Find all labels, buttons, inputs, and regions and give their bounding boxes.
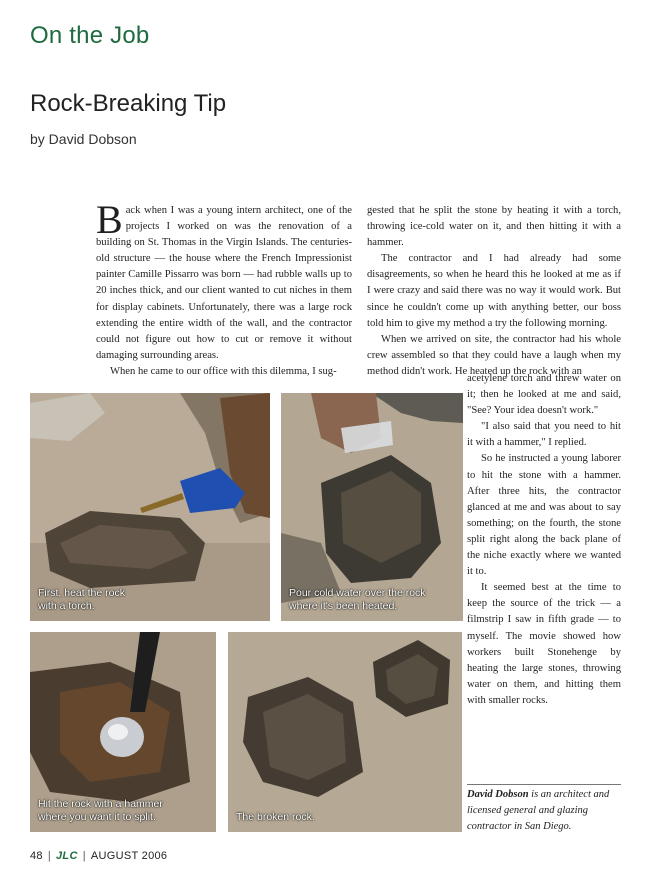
magazine-name: JLC [56, 850, 78, 862]
footer-separator: | [47, 850, 52, 862]
paragraph: acetylene torch and threw water on it; then he looked at me and said, "See? Your idea doesn't work." [467, 373, 621, 417]
byline: by David Dobson [30, 131, 137, 147]
author-name: David Dobson [467, 789, 529, 800]
paragraph: So he instructed a young laborer to hit the stone with a hammer. After three hits, the contractor glanced at me and was about to say something; on the fourth, the stone split right along the back plane of the niche exactly where we wanted it to. [467, 453, 621, 578]
photo-caption: First, heat the rock with a torch. [38, 587, 125, 612]
photo-caption: Pour cold water over the rock where it's been heated. [289, 587, 426, 612]
issue-date: AUGUST 2006 [90, 850, 168, 862]
page-footer [30, 850, 167, 862]
article-column-1 [96, 197, 352, 380]
photo-caption: Hit the rock with a hammer where you want it to split. [38, 798, 163, 823]
article-title: Rock-Breaking Tip [30, 90, 227, 117]
footer-separator: | [82, 850, 86, 862]
article-column-3 [467, 371, 621, 709]
paragraph: When he came to our office with this dilemma, I sug- [110, 365, 337, 377]
page-number: 48 [30, 850, 43, 862]
photo-broken-rock-image [228, 632, 462, 832]
drop-cap: B [96, 197, 123, 242]
photo-heat-rock [30, 393, 270, 621]
article-column-2 [367, 203, 621, 380]
section-label: On the Job [30, 22, 150, 49]
photo-caption: The broken rock. [236, 811, 315, 823]
photo-hammer [30, 632, 216, 832]
photo-broken-rock [228, 632, 462, 832]
photo-pour-water [281, 393, 463, 621]
paragraph: When we arrived on site, the contractor had his whole crew assembled so that they could have a laugh when my method didn't work. He heated up the rock with an [367, 333, 621, 377]
paragraph: It seemed best at the time to keep the source of the trick — a filmstrip I saw in fifth grade — to myself. The movie showed how workers built Stonehenge by heating the large stones, throwing water on them, and hitting them with smaller rocks. [467, 582, 621, 706]
bio-divider [467, 784, 621, 785]
paragraph: "I also said that you need to hit it with a hammer," I replied. [467, 421, 621, 449]
author-bio: David Dobson is an architect and licensed general and glazing contractor in San Diego. [467, 789, 610, 832]
paragraph: Back when I was a young intern architect, one of the projects I worked on was the renovation of a building on St. Thomas in the Virgin Islands. The centuries-old structure — the house where the French Impressionist painter Camille Pissarro was born — had rubble walls up to 20 inches thick, and our client wanted to cut niches in them for display cabinets. Unfortunately, there was a large rock extending the entire width of the wall, and the contractor could not figure out how to cut or remove it without damaging surrounding areas. [96, 197, 352, 361]
paragraph: The contractor and I had already had some disagreements, so when he heard this he looked at me as if I were crazy and said there was no way it would work. But since he couldn't come up with anything better, our boss told him to give my method a try the following morning. [367, 253, 621, 329]
paragraph: gested that he split the stone by heating it with a torch, throwing ice-cold water on it, and then hitting it with a hammer. [367, 205, 621, 249]
